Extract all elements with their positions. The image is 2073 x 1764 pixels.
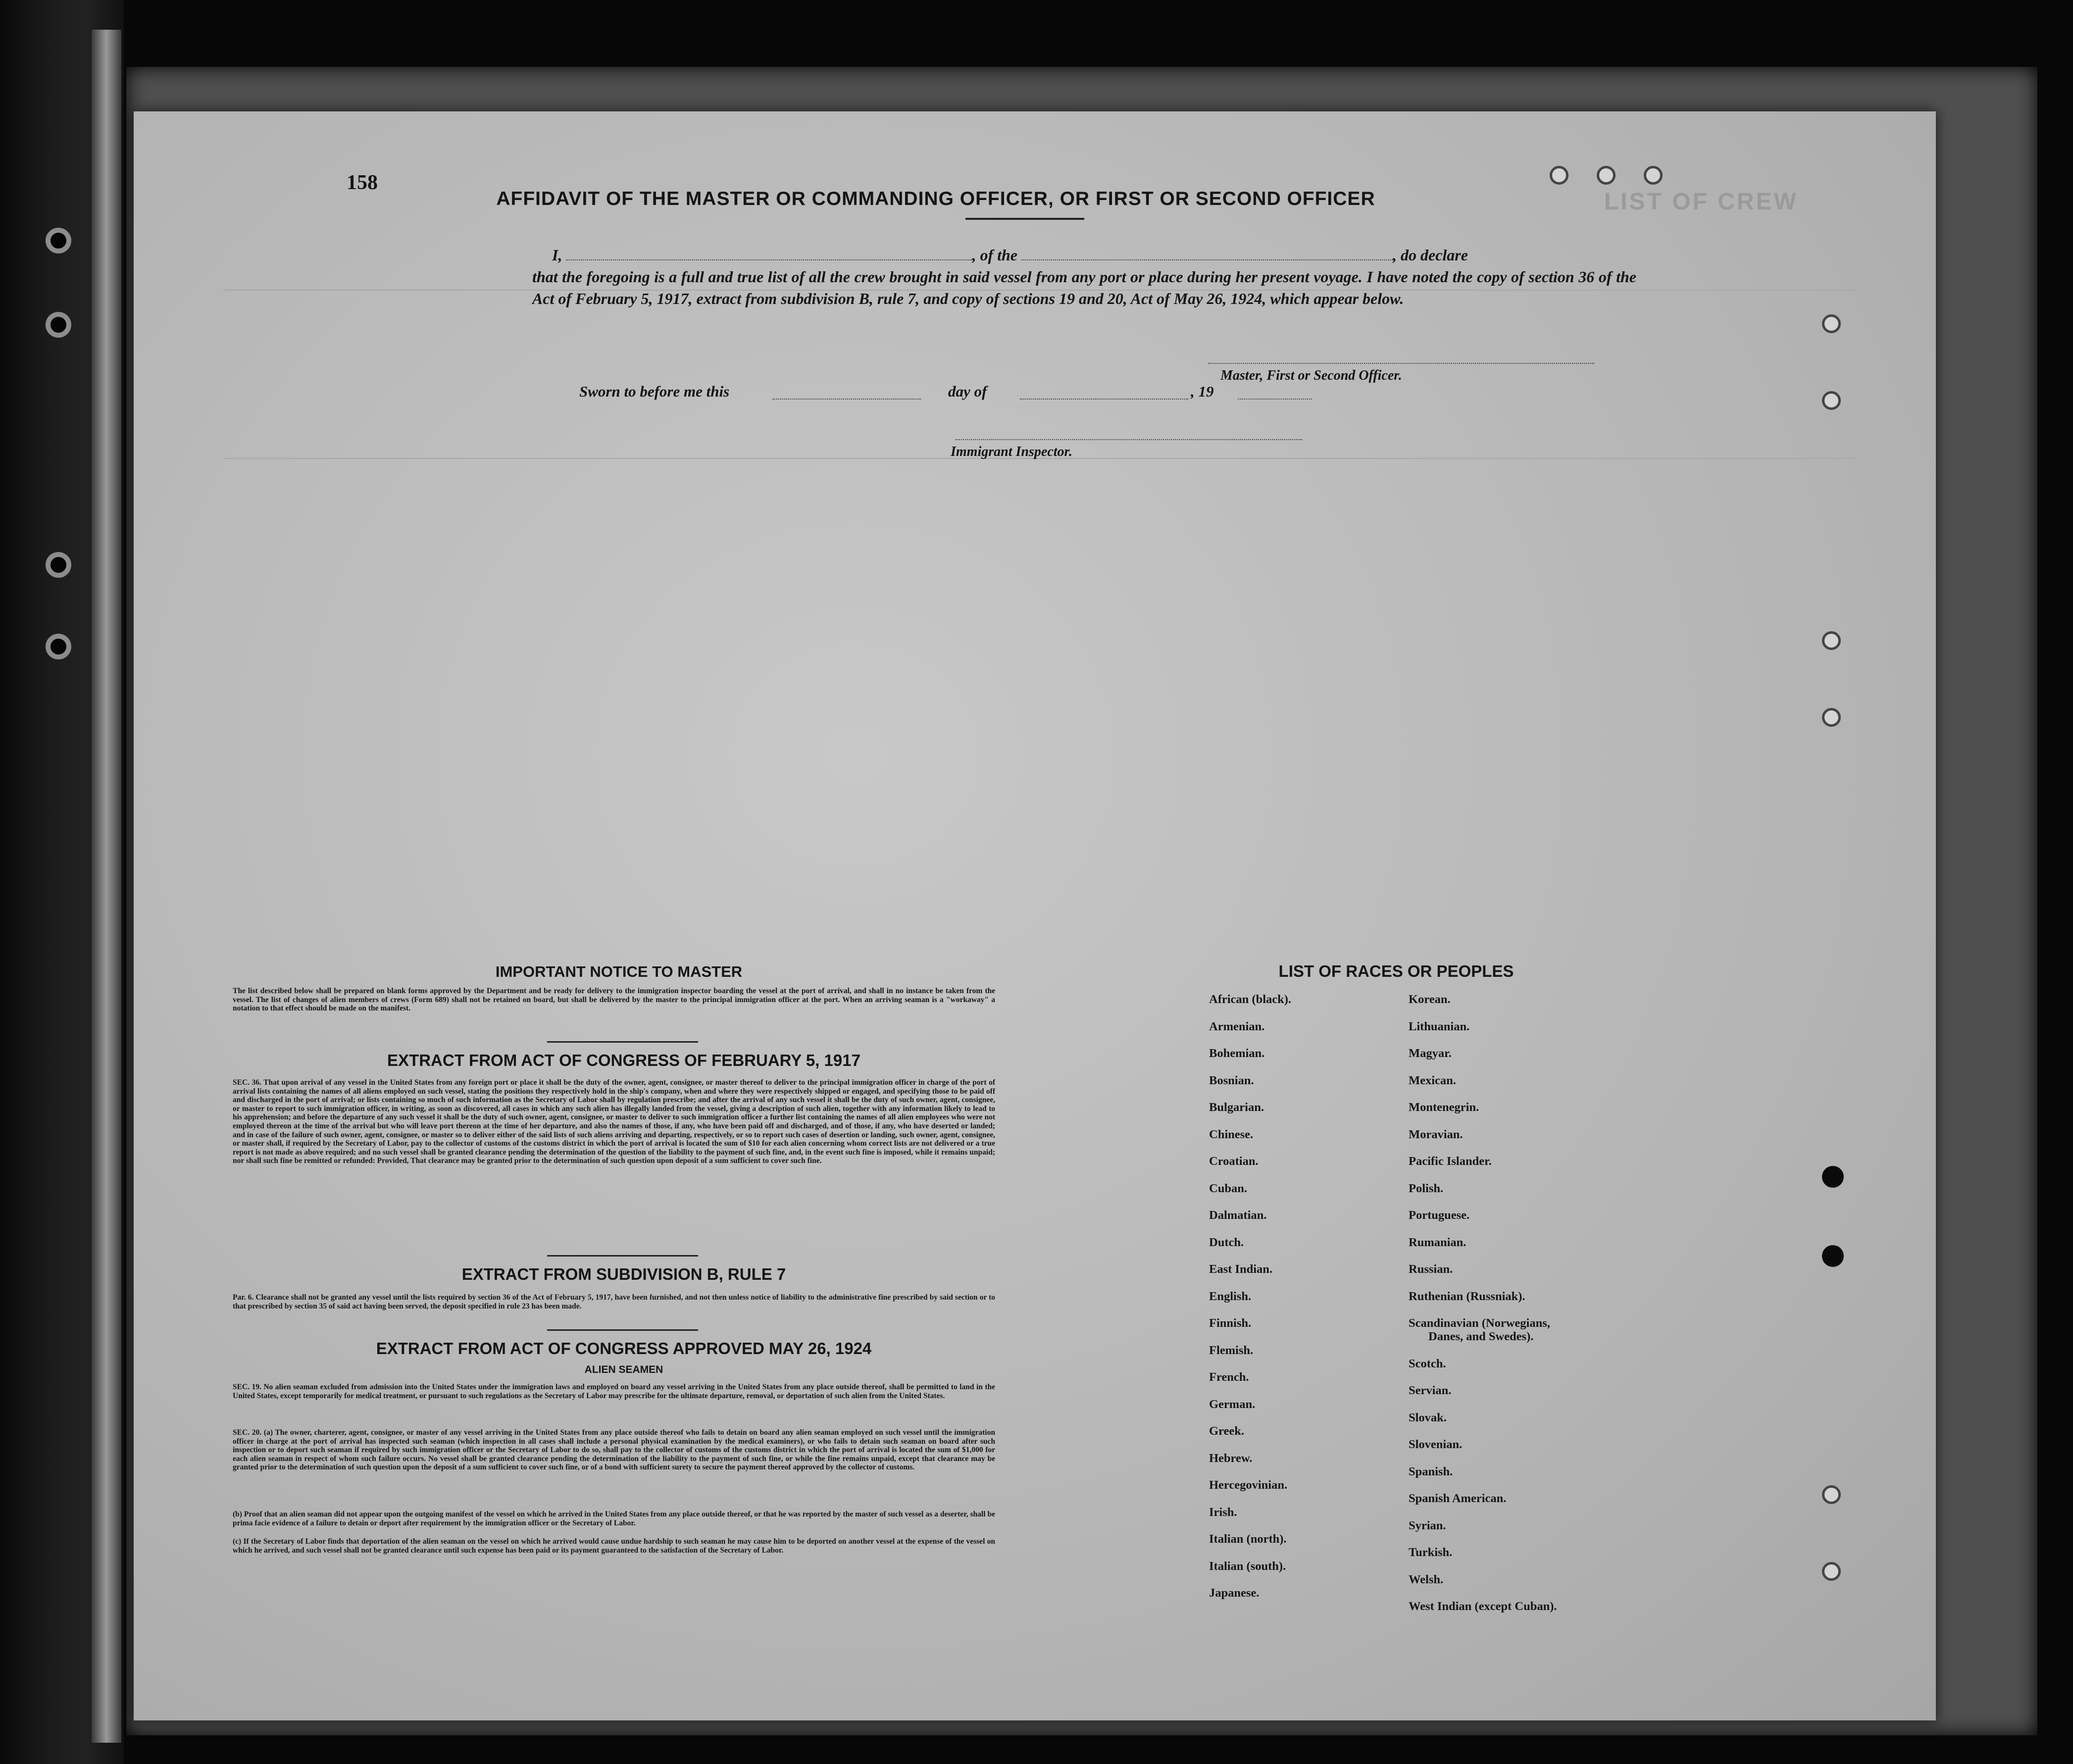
binder-spine bbox=[0, 0, 124, 1764]
races-left-column bbox=[1209, 993, 1291, 1614]
sworn-month-blank[interactable] bbox=[1020, 399, 1188, 400]
extract-rule7-text: Par. 6. Clearance shall not be granted any vessel until the lists required by section 36 of the Act of February 5, 1917, have been furnished, and not then unless notice of liability to the administrative fine prescribed by said section or to that prescribed by section 35 of said act having been served, the deposit specified in rule 23 has been made. bbox=[233, 1293, 995, 1310]
punch-hole bbox=[1822, 708, 1841, 727]
binder-ring bbox=[46, 552, 71, 578]
race-item: Spanish American. bbox=[1409, 1492, 1507, 1505]
master-name-blank[interactable] bbox=[566, 248, 972, 260]
race-item: Bosnian. bbox=[1209, 1073, 1254, 1087]
race-item: Montenegrin. bbox=[1409, 1101, 1479, 1114]
race-item: Cuban. bbox=[1209, 1181, 1247, 1195]
race-item: Polish. bbox=[1409, 1181, 1444, 1195]
race-item: Welsh. bbox=[1409, 1572, 1444, 1586]
affidavit-title: AFFIDAVIT OF THE MASTER OR COMMANDING OFFICER, OR FIRST OR SECOND OFFICER bbox=[496, 188, 1375, 209]
races-right-column bbox=[1409, 993, 1557, 1627]
race-item: Spanish. bbox=[1409, 1464, 1453, 1478]
race-item: Bohemian. bbox=[1209, 1047, 1265, 1060]
binder-ring bbox=[46, 312, 71, 338]
punch-hole bbox=[1597, 166, 1616, 185]
section-rule bbox=[547, 1255, 698, 1257]
race-item: Ruthenian (Russniak). bbox=[1409, 1289, 1525, 1303]
race-item: Portuguese. bbox=[1409, 1209, 1470, 1222]
affidavit-of-the-label: , of the bbox=[972, 246, 1017, 264]
day-of-label: day of bbox=[948, 383, 987, 400]
extract-1917-title: EXTRACT FROM ACT OF CONGRESS OF FEBRUARY 5, 1917 bbox=[387, 1051, 860, 1069]
section-rule bbox=[547, 1041, 698, 1043]
alien-seamen-subtitle: ALIEN SEAMEN bbox=[584, 1364, 663, 1375]
extract-1924-sec19: SEC. 19. No alien seaman excluded from admission into the United States under the immigration laws and employed on board any vessel arriving in the United States from any place outside thereof, shall be permitted to land in the United States, except temporarily for medical treatment, or pursuant to such regulations as the Secretary of Labor may prescribe for the ultimate departure, removal, or deportation of such alien from the United States. bbox=[233, 1383, 995, 1400]
race-item: English. bbox=[1209, 1289, 1252, 1303]
race-item: East Indian. bbox=[1209, 1262, 1273, 1276]
bleed-through-text: LIST OF CREW bbox=[1604, 189, 1798, 215]
race-item: Bulgarian. bbox=[1209, 1101, 1264, 1114]
affidavit-body bbox=[532, 244, 1636, 309]
race-item: Pacific Islander. bbox=[1409, 1155, 1492, 1168]
affidavit-text: that the foregoing is a full and true list of all the crew brought in said vessel from any port or place during her present voyage. I have noted the copy of section 36 of the Act of February 5, 1917, extract from subdivision B, rule 7, and copy of sections 19 and 20, Act of May 26, 1924, which appear below. bbox=[532, 268, 1636, 307]
binder-ring bbox=[46, 228, 71, 253]
extract-1917-text: SEC. 36. That upon arrival of any vessel in the United States from any foreign port or place it shall be the duty of the owner, agent, consignee, or master thereof to deliver to the principal immigration officer in charge of the port of arrival lists containing the names of all aliens employed on such vessel, stating the positions they respectively hold in the ship's company, when and where they were respectively shipped or engaged, and specifying those to be paid off and discharged in the port of arrival; or lists containing so much of such information as the Secretary of Labor shall by regulation prescribe; and after the arrival of any such vessel it shall be the duty of such owner, agent, consignee, or master to report to such immigration officer, in writing, as soon as discovered, all cases in which any such alien has illegally landed from the vessel, giving a description of such alien, together with any information likely to lead to his apprehension; and before the departure of any such vessel it shall be the duty of such owner, agent, consignee, or master to deliver to such immigration officer a further list containing the names of all alien employees who were not employed thereon at the time of the arrival but who will leave port thereon at the time of her departure, and also the names of those, if any, who have been paid off and discharged, and of those, if any, who have deserted or landed; and in case of the failure of such owner, agent, consignee, or master so to deliver either of the said lists of such aliens arriving and departing, respectively, or so to report such cases of desertion or landing, such owner, agent, consignee, or master shall, if required by the Secretary of Labor, pay to the collector of customs of the customs district in which the port of arrival is located the sum of $10 for each alien concerning whom correct lists are not delivered or a true report is not made as above required; and no such vessel shall be granted clearance pending the determination of the question of the liability to the payment of such fine, and, in the event such fine is imposed, while it remains unpaid; nor shall such fine be remitted or refunded: Provided, That clearance may be granted prior to the determination of such question upon deposit of a sum sufficient to cover such fine. bbox=[233, 1078, 995, 1165]
race-item: Armenian. bbox=[1209, 1019, 1265, 1033]
affidavit-i-label: I, bbox=[552, 246, 562, 264]
signature-line[interactable] bbox=[1208, 363, 1594, 364]
race-item: African (black). bbox=[1209, 993, 1292, 1006]
race-item: Slovenian. bbox=[1409, 1438, 1463, 1451]
race-item: Scandinavian (Norwegians, bbox=[1409, 1316, 1550, 1330]
race-item: Rumanian. bbox=[1409, 1235, 1466, 1249]
race-item: Slovak. bbox=[1409, 1411, 1447, 1424]
race-item: Syrian. bbox=[1409, 1518, 1446, 1532]
title-rule bbox=[965, 218, 1084, 220]
extract-1924-title: EXTRACT FROM ACT OF CONGRESS APPROVED MAY 26, 1924 bbox=[376, 1339, 872, 1358]
race-item: Servian. bbox=[1409, 1384, 1452, 1397]
race-item: Italian (south). bbox=[1209, 1559, 1286, 1573]
race-item: Magyar. bbox=[1409, 1047, 1452, 1060]
race-item: Danes, and Swedes). bbox=[1428, 1330, 1534, 1343]
punch-hole bbox=[1644, 166, 1663, 185]
race-item: Japanese. bbox=[1209, 1586, 1260, 1600]
race-item: Finnish. bbox=[1209, 1316, 1252, 1330]
race-item: Hercegovinian. bbox=[1209, 1478, 1288, 1492]
page-number: 158 bbox=[347, 171, 378, 194]
race-item: German. bbox=[1209, 1397, 1256, 1411]
punch-hole bbox=[1822, 1562, 1841, 1581]
notice-title: IMPORTANT NOTICE TO MASTER bbox=[495, 963, 743, 980]
affidavit-declaration-line bbox=[532, 244, 1636, 266]
race-item: French. bbox=[1209, 1370, 1249, 1384]
race-item: Croatian. bbox=[1209, 1155, 1259, 1168]
extract-rule7-title: EXTRACT FROM SUBDIVISION B, RULE 7 bbox=[461, 1265, 786, 1283]
punch-hole bbox=[1822, 1485, 1841, 1504]
race-item: Irish. bbox=[1209, 1505, 1237, 1519]
race-item: Chinese. bbox=[1209, 1127, 1254, 1141]
section-rule bbox=[547, 1329, 698, 1331]
punch-hole bbox=[1822, 631, 1841, 650]
binder-edge bbox=[92, 30, 121, 1743]
affidavit-declare-label: , do declare bbox=[1393, 246, 1468, 264]
race-item: West Indian (except Cuban). bbox=[1409, 1600, 1557, 1613]
binder-dot bbox=[1822, 1245, 1844, 1267]
races-title: LIST OF RACES OR PEOPLES bbox=[1278, 962, 1514, 980]
race-item: Mexican. bbox=[1409, 1073, 1456, 1087]
race-item: Moravian. bbox=[1409, 1127, 1463, 1141]
punch-hole bbox=[1822, 314, 1841, 333]
race-item: Hebrew. bbox=[1209, 1451, 1253, 1465]
race-item: Lithuanian. bbox=[1409, 1019, 1470, 1033]
punch-hole bbox=[1822, 391, 1841, 410]
race-item: Scotch. bbox=[1409, 1357, 1446, 1370]
punch-hole bbox=[1550, 166, 1568, 185]
race-item: Dutch. bbox=[1209, 1235, 1244, 1249]
sworn-year-blank[interactable] bbox=[1238, 399, 1312, 400]
extract-1924-sec20a: SEC. 20. (a) The owner, charterer, agent, consignee, or master of any vessel arriving in the United States from any place outside thereof who fails to detain on board any alien seaman employed on such vessel until the immigration officer in charge at the port of arrival has inspected such seaman (which inspection in all cases shall include a personal physical examination by the medical examiners), or who fails to detain such seaman on board after such inspection or to deport such seaman if required by such immigration officer or the Secretary of Labor to do so, shall pay to the collector of customs of the customs district in which the port of arrival is located the sum of $1,000 for each alien seaman in respect of whom such failure occurs. No vessel shall be granted clearance pending the determination of the liability to the payment of such fine, or while the fine remains unpaid, except that clearance may be granted prior to the determination of such question upon the deposit of a sum sufficient to cover such fine, or of a bond with sufficient surety to secure the payment thereof approved by the collector of customs. bbox=[233, 1428, 995, 1472]
sworn-label: Sworn to before me this bbox=[579, 383, 730, 400]
year-label: , 19 bbox=[1191, 383, 1214, 400]
race-item: Flemish. bbox=[1209, 1343, 1254, 1357]
notice-text: The list described below shall be prepared on blank forms approved by the Department and be ready for delivery to the immigration inspector boarding the vessel at the port of arrival, and shall in no instance be taken from the vessel. The list of changes of alien members of crews (Form 689) shall not be retained on board, but shall be delivered by the master to the principal immigration officer at the port. When an arriving seaman is a "workaway" a notation to that effect should be made on the manifest. bbox=[233, 987, 995, 1013]
signature-label: Master, First or Second Officer. bbox=[1220, 368, 1402, 383]
race-item: Russian. bbox=[1409, 1262, 1453, 1276]
vessel-name-blank[interactable] bbox=[1021, 248, 1393, 260]
sworn-day-blank[interactable] bbox=[772, 399, 921, 400]
race-item: Turkish. bbox=[1409, 1546, 1453, 1559]
document-page bbox=[134, 111, 1936, 1720]
inspector-signature-line[interactable] bbox=[956, 439, 1302, 440]
binder-ring bbox=[46, 634, 71, 659]
extract-1924-sec20b: (b) Proof that an alien seaman did not appear upon the outgoing manifest of the vessel on which he arrived in the United States from any place outside thereof, or that he was reported by the master of such vessel as a deserter, shall be prima facie evidence of a failure to detain or deport after requirement by the immigration officer or the Secretary of Labor. bbox=[233, 1510, 995, 1527]
inspector-label: Immigrant Inspector. bbox=[951, 444, 1072, 459]
extract-1924-sec20c: (c) If the Secretary of Labor finds that deportation of the alien seaman on the vessel on which he arrived would cause undue hardship to such seaman he may cause him to be deported on another vessel at the expense of the vessel on which he arrived, and such vessel shall not be granted clearance until such expense has been paid or its payment guaranteed to the satisfaction of the Secretary of Labor. bbox=[233, 1537, 995, 1555]
race-item: Korean. bbox=[1409, 993, 1451, 1006]
race-item: Italian (north). bbox=[1209, 1532, 1287, 1546]
race-item: Greek. bbox=[1209, 1424, 1244, 1438]
binder-dot bbox=[1822, 1166, 1844, 1188]
race-item: Dalmatian. bbox=[1209, 1209, 1267, 1222]
